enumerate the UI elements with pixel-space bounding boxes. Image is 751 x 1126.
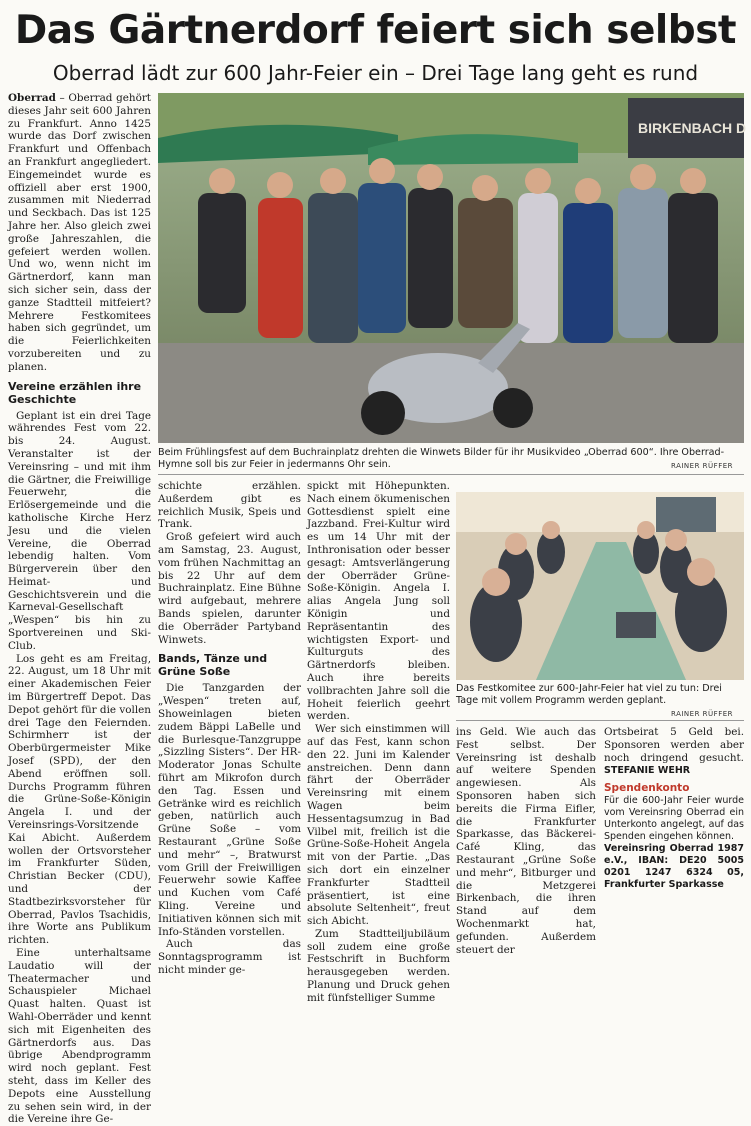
article-column-4 — [456, 726, 596, 956]
paragraph: Wer sich einstimmen will auf das Fest, kann schon den 22. Juni im Kalender anstreichen. Denn dann fährt der Oberräder Vereinsring mit einem Wagen beim Hessentagsumzug in Bad Vilbel mit, freilich ist die Grüne-Soße-Hoheit Angela mit von der Partie. „Das sich dort ein einzelner Frankfurter Stadtteil präsentiert, ist eine absolute Seltenheit“, freut sich Abicht. — [307, 723, 450, 928]
shop-sign: BIRKENBACH D — [638, 120, 747, 136]
main-photo-caption: Beim Frühlingsfest auf dem Buchrainplatz drehten die Winwets Bilder für ihr Musikvideo „Oberrad 600“. Ihre Oberrad-Hymne soll bis zur Feier in jedermanns Ohr sein. — [158, 447, 725, 470]
paragraph: ins Geld. Wie auch das Fest selbst. Der Vereinsring ist deshalb auf weitere Spenden angewiesen. Als Sponsoren haben sich bereits die Firma Eifler, die Frankfurter Sparkasse, das Bäckerei-Café Kling, das Restaurant „Grüne Soße und mehr“, Bitburger und die Metzgerei Birkenbach, die ihren Stand auf dem Wochenmarkt hat, gefunden. Außerdem steuert der — [456, 726, 596, 956]
divider — [456, 720, 744, 721]
subheadline: Oberrad lädt zur 600 Jahr-Feier ein – Drei Tage lang geht es rund — [52, 61, 699, 85]
paragraph: Groß gefeiert wird auch am Samstag, 23. August, vom frühen Nachmittag an bis 22 Uhr auf dem Buchrainplatz. Eine Bühne wird aufgebaut, mehrere Bands spielen, darunter die Oberräder Partyband Winwets. — [158, 531, 301, 646]
article-column-3 — [307, 480, 450, 1004]
dateline: Oberrad — [8, 92, 56, 104]
paragraph: Zum Stadtteiljubiläum soll zudem eine große Festschrift in Buchform herausgegeben werden. Planung und Druck gehen mit fünfstelliger Summe — [307, 927, 450, 1004]
paragraph: spickt mit Höhepunkten. Nach einem ökumenischen Gottesdienst spielt eine Jazzband. Frei-Kultur wird es um 14 Uhr mit der Inthronisation oder besser gesagt: Amtsverlängerung der Oberräder Grüne-Soße-Königin. Angela I. alias Angela Jung soll Königin und Repräsentantin des wichtigsten Export- und Kulturguts des Gärtnerdorfs bleiben. Auch ihre bereits vollbrachten Jahre soll die Hoheit feierlich geehrt werden. — [307, 480, 450, 723]
main-photo — [158, 93, 747, 443]
donation-box — [604, 782, 744, 891]
paragraph: schichte erzählen. Außerdem gibt es reichlich Musik, Speis und Trank. — [158, 480, 301, 531]
article-column-5 — [604, 726, 744, 890]
donation-box-text: Für die 600-Jahr Feier wurde vom Vereinsring Oberrad ein Unterkonto angelegt, auf das Spenden eingehen können. — [604, 794, 744, 842]
committee-photo-illustration — [456, 492, 744, 680]
donation-box-title: Spendenkonto — [604, 782, 690, 795]
headline: Das Gärtnerdorf feiert sich selbst — [14, 8, 737, 53]
photo-credit: RAINER RÜFFER — [671, 710, 734, 718]
article-column-2 — [158, 480, 301, 976]
paragraph: Geplant ist ein drei Tage währendes Fest vom 22. bis 24. August. Veranstalter ist der Vereinsring – und mit ihm die Gärtner, die Freiwillige Feuerwehr, die Erlösergemeinde und die katholische Kirche Herz Jesu und die vielen Vereine, die Oberrad lebendig halten. Vom Bürgerverein über den Heimat- und Geschichtsverein und die Karneval-Gesellschaft „Wespen“ bis hin zu Sportvereinen und Ski-Club. — [8, 409, 151, 652]
subheading: Vereine erzählen ihre Geschichte — [8, 379, 142, 406]
paragraph: Eine unterhaltsame Laudatio will der Theatermacher und Schauspieler Michael Quast halten. Quast ist Wahl-Oberräder und kennt sich mit Eigenheiten des Gärtnerdorfs aus. Das übrige Abendprogramm wird noch geplant. Fest steht, dass im Keller des Depots eine Ausstellung zu sehen sein wird, in der die Vereine ihre Ge- — [8, 947, 151, 1126]
photo-credit: RAINER RÜFFER — [671, 462, 734, 470]
article-column-1 — [8, 92, 151, 1126]
author: STEFANIE WEHR — [604, 765, 691, 777]
paragraph: Auch das Sonntagsprogramm ist nicht minder ge- — [158, 938, 301, 976]
divider — [158, 474, 744, 475]
paragraph: – Oberrad gehört dieses Jahr seit 600 Jahren zu Frankfurt. Anno 1425 wurde das Dorf zwischen Frankfurt und Offenbach an Frankfurt angegliedert. Eingemeindet wurde es offiziell aber erst 1900, zusammen mit Niederrad und Seckbach. Das ist 125 Jahre her. Also gleich zwei große Jahreszahlen, die gefeiert werden wollen. Und wo, wenn nicht im Gärtnerdorf, kann man sich sicher sein, dass der ganze Stadtteil mitfeiert? Mehrere Festkomitees haben sich gegründet, um die Feierlichkeiten vorzubereiten und zu planen. — [8, 92, 151, 373]
paragraph: Ortsbeirat 5 Geld bei. Sponsoren werden aber noch dringend gesucht. STEFANIE WEHR — [604, 726, 744, 777]
donation-account: Vereinsring Oberrad 1987 e.V., IBAN: DE20 5005 0201 1247 6324 05, Frankfurter Sparkasse — [604, 842, 744, 890]
main-photo-illustration — [158, 93, 747, 443]
committee-photo — [456, 492, 744, 680]
paragraph: Die Tanzgarden der „Wespen“ treten auf, Showeinlagen bieten zudem Bäppi LaBelle und die Burlesque-Tanzgruppe „Sizzling Sisters“. Der HR-Moderator Jonas Schulte führt am Mikrofon durch den Tag. Essen und Getränke wird es reichlich geben, natürlich auch Grüne Soße – vom Restaurant „Grüne Soße und mehr“ –, Bratwurst vom Grill der Freiwilligen Feuerwehr sowie Kaffee und Kuchen vom Café Kling. Vereine und Initiativen können sich mit Info-Ständen vorstellen. — [158, 682, 301, 938]
paragraph: Los geht es am Freitag, 22. August, um 18 Uhr mit einer Akademischen Feier im Bürgertreff Depot. Das Depot gehört für die vollen drei Tage den Feiernden. Schirmherr ist der Oberbürgermeister Mike Josef (SPD), der den Abend eröffnen soll. Durchs Programm führen die Grüne-Soße-Königin Angela I. und der Vereinsrings-Vorsitzende Kai Abicht. Außerdem wollen der Ortsvorsteher im Frankfurter Süden, Christian Becker (CDU), und der Stadtbezirksvorsteher für Oberrad, Pavlos Tsachidis, ihre Worte ans Publikum richten. — [8, 652, 151, 947]
subheading: Bands, Tänze und Grüne Soße — [158, 652, 268, 679]
committee-photo-caption: Das Festkomitee zur 600-Jahr-Feier hat viel zu tun: Drei Tage mit vollem Programm werden geplant. — [456, 683, 722, 706]
